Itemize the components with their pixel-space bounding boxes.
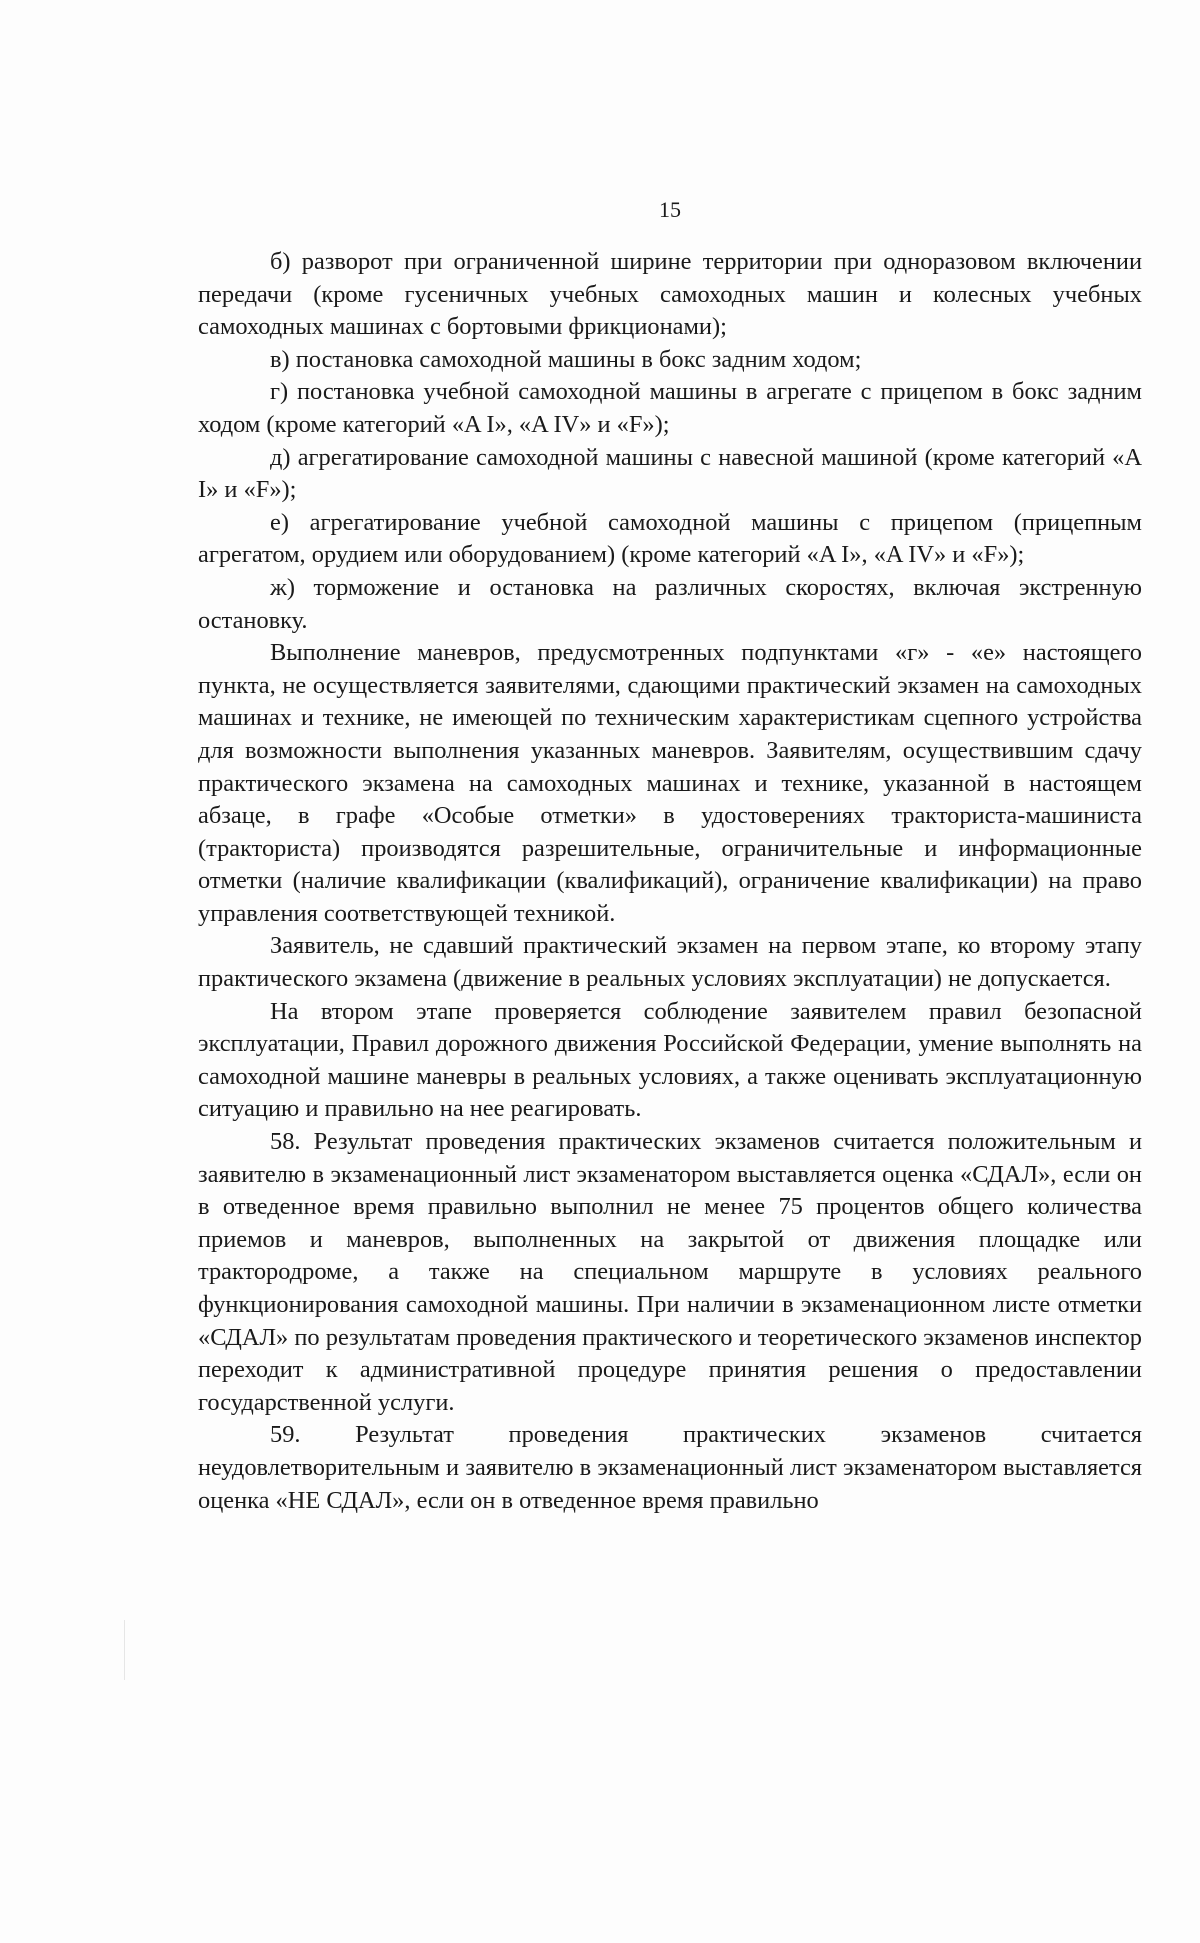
paragraph-item-b: б) разворот при ограниченной ширине территории при одноразовом включении передачи (кроме гусеничных учебных самоходных машин и колесных учебных самоходных машинах с бортовыми фрикционами);	[198, 248, 1142, 341]
scan-artifact-line	[124, 1620, 125, 1680]
paragraph-clause-58: 58. Результат проведения практических экзаменов считается положительным и заявителю в экзаменационный лист экзаменатором выставляется оценка «СДАЛ», если он в отведенное время правильно выполнил не менее 75 процентов общего количества приемов и маневров, выполненных на закрытой от движения площадке или трактородроме, а также на специальном маршруте в условиях реального функционирования самоходной машины. При наличии в экзаменационном листе отметки «СДАЛ» по результатам проведения практического и теоретического экзаменов инспектор переходит к административной процедуре принятия решения о предоставлении государственной услуги.	[198, 1128, 1142, 1416]
paragraph-second-stage: На втором этапе проверяется соблюдение заявителем правил безопасной эксплуатации, Правил дорожного движения Российской Федерации, умение выполнять на самоходной машине маневры в реальных условиях, а также оценивать эксплуатационную ситуацию и правильно на нее реагировать.	[198, 997, 1142, 1123]
paragraph-clause-59: 59. Результат проведения практических экзаменов считается неудовлетворительным и заявителю в экзаменационный лист экзаменатором выставляется оценка «НЕ СДАЛ», если он в отведенное время правильно	[198, 1421, 1142, 1514]
document-body	[198, 246, 1142, 1517]
paragraph-item-e: е) агрегатирование учебной самоходной машины с прицепом (прицепным агрегатом, орудием или оборудованием) (кроме категорий «A I», «A IV» и «F»);	[198, 508, 1142, 569]
paragraph-item-v: в) постановка самоходной машины в бокс задним ходом;	[270, 345, 862, 373]
paragraph-item-zh: ж) торможение и остановка на различных скоростях, включая экстренную остановку.	[198, 573, 1142, 634]
page-number: 15	[659, 197, 681, 222]
paragraph-item-g: г) постановка учебной самоходной машины в агрегате с прицепом в бокс задним ходом (кроме категорий «A I», «A IV» и «F»);	[198, 378, 1142, 438]
paragraph-maneuvers-note: Выполнение маневров, предусмотренных подпунктами «г» - «е» настоящего пункта, не осуществляется заявителями, сдающими практический экзамен на самоходных машинах и технике, не имеющей по техническим характеристикам сцепного устройства для возможности выполнения указанных маневров. Заявителям, осуществившим сдачу практического экзамена на самоходных машинах и технике, указанной в настоящем абзаце, в графе «Особые отметки» в удостоверениях тракториста-машиниста (тракториста) производятся разрешительные, ограничительные и информационные отметки (наличие квалификации (квалификаций), ограничение квалификации) на право управления соответствующей техникой.	[198, 639, 1142, 927]
paragraph-item-d: д) агрегатирование самоходной машины с навесной машиной (кроме категорий «A I» и «F»);	[198, 443, 1142, 504]
paragraph-first-stage-fail: Заявитель, не сдавший практический экзамен на первом этапе, ко второму этапу практического экзамена (движение в реальных условиях эксплуатации) не допускается.	[198, 932, 1142, 993]
